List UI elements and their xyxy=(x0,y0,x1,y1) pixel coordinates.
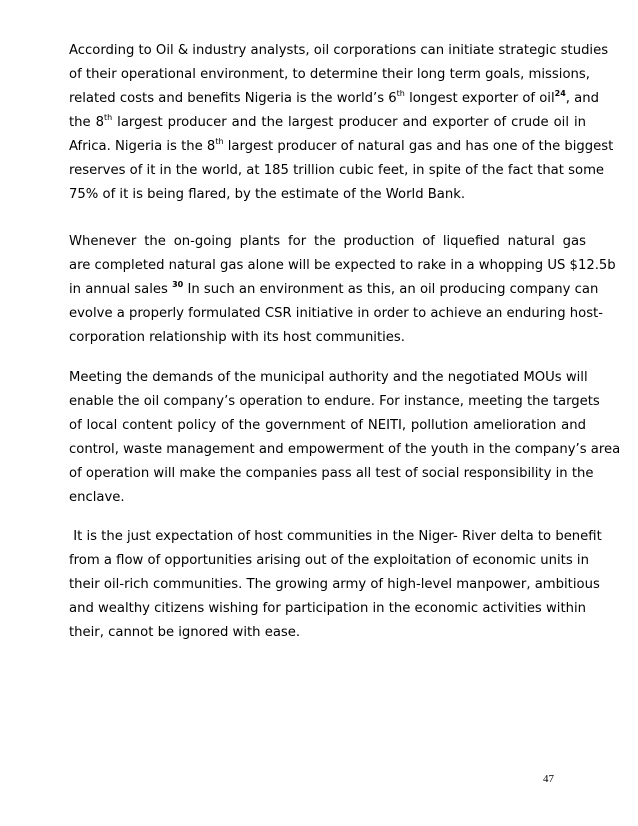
text-segment: largest producer and the largest producer and exporter of crude oil in xyxy=(112,115,586,130)
text-line xyxy=(69,135,614,159)
page-number: 47 xyxy=(543,773,554,785)
text-line: and wealthy citizens wishing for participation in the economic activities within xyxy=(69,601,586,616)
text-line: their oil-rich communities. The growing army of high-level manpower, ambitious xyxy=(69,577,600,592)
text-line: It is the just expectation of host communities in the Niger- River delta to benefit xyxy=(69,529,602,544)
text-line: from a flow of opportunities arising out of the exploitation of economic units in xyxy=(69,553,589,568)
text-segment: , and xyxy=(565,91,599,106)
superscript: th xyxy=(104,113,113,122)
text-line: enclave. xyxy=(69,490,125,505)
footnote-reference: 24 xyxy=(554,89,566,98)
text-line: of operation will make the companies pass all test of social responsibility in the xyxy=(69,466,594,481)
superscript: th xyxy=(396,89,405,98)
superscript: th xyxy=(215,137,224,146)
text-line: of their operational environment, to determine their long term goals, missions, xyxy=(69,67,590,82)
text-line: corporation relationship with its host communities. xyxy=(69,330,405,345)
paragraph-4 xyxy=(69,525,602,645)
text-line: According to Oil & industry analysts, oil corporations can initiate strategic studies xyxy=(69,43,609,58)
text-line: evolve a properly formulated CSR initiative in order to achieve an enduring host- xyxy=(69,306,603,321)
text-line: reserves of it in the world, at 185 trillion cubic feet, in spite of the fact that some xyxy=(69,163,605,178)
text-line: 75% of it is being flared, by the estimate of the World Bank. xyxy=(69,187,466,202)
text-line: their, cannot be ignored with ease. xyxy=(69,625,301,640)
footnote-reference: 30 xyxy=(172,280,184,289)
text-line: Whenever the on-going plants for the production of liquefied natural gas xyxy=(69,234,586,249)
paragraph-1 xyxy=(69,39,614,207)
text-segment: largest producer of natural gas and has one of the biggest xyxy=(223,139,614,154)
text-segment: the 8 xyxy=(69,115,104,130)
text-segment: Africa. Nigeria is the 8 xyxy=(69,139,216,154)
text-line: Meeting the demands of the municipal authority and the negotiated MOUs will xyxy=(69,370,588,385)
text-segment: related costs and benefits Nigeria is the world’s 6 xyxy=(69,91,397,106)
paragraph-3 xyxy=(69,366,621,510)
text-line xyxy=(69,87,599,111)
text-line: are completed natural gas alone will be expected to rake in a whopping US $12.5b xyxy=(69,258,616,273)
text-line: of local content policy of the government of NEITI, pollution amelioration and xyxy=(69,418,586,433)
text-line xyxy=(69,278,599,302)
text-line: control, waste management and empowerment of the youth in the company’s area xyxy=(69,442,621,457)
text-segment: In such an environment as this, an oil producing company can xyxy=(183,282,599,297)
text-segment: longest exporter of oil xyxy=(404,91,555,106)
text-line: enable the oil company’s operation to endure. For instance, meeting the targets xyxy=(69,394,600,409)
paragraph-2 xyxy=(69,230,616,350)
text-segment: in annual sales xyxy=(69,282,173,297)
text-line xyxy=(69,111,586,135)
